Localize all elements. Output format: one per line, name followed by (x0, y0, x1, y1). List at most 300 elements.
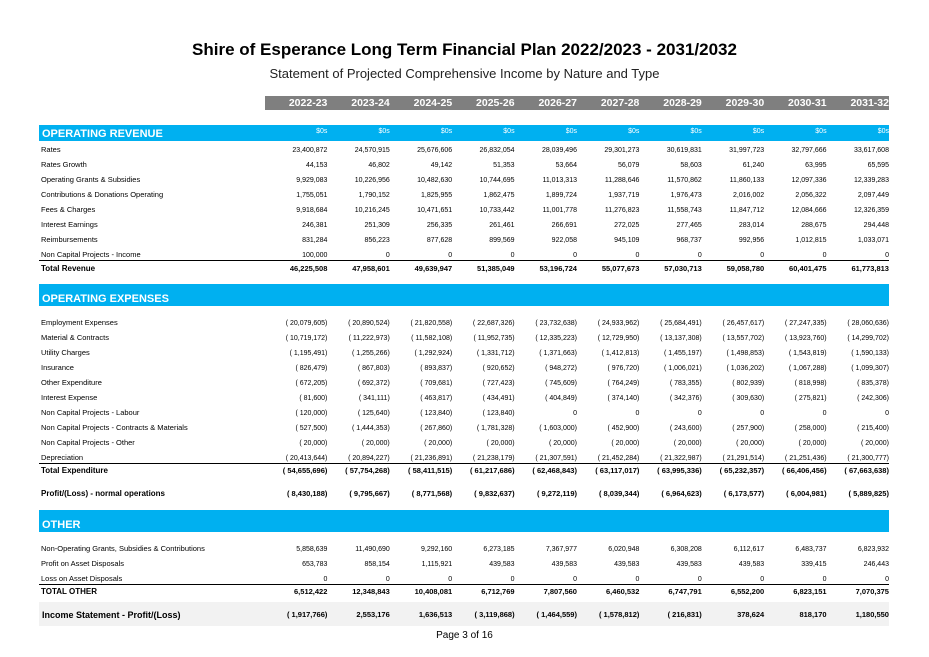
cell-value: ( 65,232,357) (719, 466, 765, 475)
cell-value: ( 672,205) (295, 380, 328, 387)
cell-value: 277,465 (676, 222, 702, 229)
row-label: Non Capital Projects - Contracts & Materials (41, 423, 188, 432)
cell-value: 30,619,831 (666, 147, 702, 154)
cell-value: ( 125,640) (357, 410, 390, 417)
row-label: TOTAL OTHER (41, 587, 97, 596)
cell-value: 1,825,955 (421, 192, 453, 199)
cell-value: ( 20,079,605) (285, 320, 328, 327)
operating-revenue-title: OPERATING REVENUE (42, 128, 163, 140)
cell-value: ( 20,894,227) (348, 455, 390, 462)
cell-value: ( 20,000) (361, 440, 390, 447)
cell-value: 922,058 (551, 237, 577, 244)
revenue-row (39, 201, 889, 215)
cell-value: ( 13,557,702) (722, 335, 765, 342)
cell-value: 439,583 (551, 561, 577, 568)
cell-value: ( 1,371,663) (539, 350, 577, 357)
expense-row (39, 344, 889, 358)
cell-value: ( 948,272) (545, 365, 577, 372)
cell-value: 61,773,813 (851, 264, 889, 273)
cell-value: 60,401,475 (789, 264, 827, 273)
cell-value: ( 21,236,891) (410, 455, 453, 462)
expense-row (39, 434, 889, 448)
cell-value: 0 (573, 410, 577, 417)
cell-value: ( 20,000) (299, 440, 328, 447)
cell-value: 294,448 (863, 222, 889, 229)
cell-value: ( 727,423) (482, 380, 515, 387)
cell-value: ( 242,306) (857, 395, 889, 402)
cell-value: 1,862,475 (483, 192, 515, 199)
row-label: Non Capital Projects - Income (41, 250, 141, 259)
cell-value: ( 434,491) (482, 395, 515, 402)
income-statement-row (39, 602, 889, 626)
cell-value: ( 463,817) (420, 395, 453, 402)
cell-value: 6,747,791 (668, 587, 702, 596)
row-label: Non-Operating Grants, Subsidies & Contributions (41, 544, 205, 553)
row-label: Insurance (41, 363, 74, 372)
cell-value: ( 216,831) (667, 610, 702, 619)
cell-value: 61,240 (742, 162, 765, 169)
cell-value: 899,569 (489, 237, 515, 244)
cell-value: ( 11,952,735) (473, 335, 515, 342)
year-header: 2024-25 (413, 97, 453, 109)
cell-value: 0 (573, 576, 577, 583)
cell-value: 10,733,442 (479, 207, 515, 214)
cell-value: ( 11,222,973) (348, 335, 390, 342)
cell-value: 0 (822, 576, 827, 583)
cell-value: 10,226,956 (354, 177, 390, 184)
cell-value: ( 22,687,326) (472, 320, 515, 327)
cell-value: 46,802 (368, 162, 390, 169)
cell-value: ( 20,000) (798, 440, 827, 447)
expense-row (39, 419, 889, 433)
cell-value: 100,000 (302, 252, 328, 259)
cell-value: ( 867,803) (357, 365, 390, 372)
cell-value: ( 6,964,623) (661, 489, 702, 498)
cell-value: 7,807,560 (543, 587, 577, 596)
year-header: 2027-28 (600, 97, 640, 109)
cell-value: ( 54,655,696) (282, 466, 328, 475)
cell-value: 47,958,601 (352, 264, 390, 273)
cell-value: 0 (822, 410, 827, 417)
expense-row (39, 329, 889, 343)
cell-value: 0 (323, 576, 328, 583)
cell-value: 44,153 (305, 162, 328, 169)
cell-value: ( 8,771,568) (411, 489, 453, 498)
cell-value: 2,056,322 (795, 192, 827, 199)
cell-value: ( 258,000) (794, 425, 827, 432)
cell-value: ( 123,840) (420, 410, 453, 417)
cell-value: 6,112,617 (733, 546, 765, 553)
cell-value: 7,367,977 (545, 546, 577, 553)
row-label: Loss on Asset Disposals (41, 574, 123, 583)
cell-value: ( 341,111) (358, 395, 390, 402)
cell-value: 1,976,473 (670, 192, 702, 199)
cell-value: 339,415 (801, 561, 827, 568)
cell-value: 1,755,051 (296, 192, 328, 199)
cell-value: ( 24,933,962) (597, 320, 640, 327)
row-label: Material & Contracts (41, 333, 109, 342)
cell-value: ( 62,468,843) (532, 466, 577, 475)
cell-value: 5,858,639 (296, 546, 328, 553)
cell-value: ( 67,663,638) (844, 466, 889, 475)
cell-value: ( 63,995,336) (657, 466, 702, 475)
cell-value: ( 20,000) (611, 440, 640, 447)
cell-value: ( 57,754,268) (345, 466, 390, 475)
cell-value: ( 893,837) (420, 365, 453, 372)
expense-row (39, 359, 889, 373)
cell-value: 0 (760, 410, 765, 417)
cell-value: ( 20,000) (736, 440, 765, 447)
cell-value: 1,636,513 (418, 610, 453, 619)
cell-value: 2,097,449 (857, 192, 889, 199)
page-footer: Page 3 of 16 (436, 630, 493, 641)
cell-value: 9,292,160 (421, 546, 453, 553)
cell-value: 6,460,532 (606, 587, 640, 596)
cell-value: ( 764,249) (607, 380, 640, 387)
cell-value: ( 826,479) (295, 365, 328, 372)
cell-value: 6,552,200 (730, 587, 765, 596)
year-header-bar (265, 96, 889, 110)
cell-value: 283,014 (738, 222, 765, 229)
total-expenditure-row (39, 462, 889, 476)
cell-value: 0 (573, 252, 577, 259)
cell-value: 1,115,921 (421, 561, 453, 568)
revenue-row (39, 171, 889, 185)
cell-value: 992,956 (738, 237, 765, 244)
profit-normal-operations-row (39, 485, 889, 499)
year-header: 2029-30 (725, 97, 765, 109)
unit-label: $0s (628, 128, 640, 135)
cell-value: 1,937,719 (608, 192, 640, 199)
cell-value: ( 10,719,172) (285, 335, 328, 342)
cell-value: 51,385,049 (477, 264, 515, 273)
unit-label: $0s (877, 128, 889, 135)
row-label: Profit/(Loss) - normal operations (41, 489, 166, 498)
cell-value: ( 21,322,987) (660, 455, 702, 462)
row-label: Non Capital Projects - Labour (41, 408, 140, 417)
cell-value: 272,025 (614, 222, 640, 229)
cell-value: ( 452,900) (607, 425, 640, 432)
page-title: Shire of Esperance Long Term Financial Plan 2022/2023 - 2031/2032 (192, 40, 737, 59)
cell-value: ( 13,923,760) (784, 335, 827, 342)
cell-value: 55,077,673 (601, 264, 640, 273)
cell-value: 46,225,508 (289, 264, 328, 273)
cell-value: 49,142 (430, 162, 453, 169)
cell-value: ( 28,060,636) (847, 320, 889, 327)
cell-value: ( 58,411,515) (407, 466, 453, 475)
row-label: Depreciation (41, 453, 84, 462)
cell-value: 0 (697, 410, 702, 417)
cell-value: ( 1,292,924) (414, 350, 453, 357)
cell-value: 0 (635, 410, 640, 417)
revenue-row (39, 141, 889, 155)
cell-value: ( 802,939) (732, 380, 765, 387)
expense-row (39, 374, 889, 388)
cell-value: ( 8,430,188) (286, 489, 328, 498)
year-header: 2031-32 (850, 97, 889, 109)
cell-value: 11,558,743 (667, 207, 702, 214)
cell-value: 6,020,948 (608, 546, 640, 553)
cell-value: 6,273,185 (483, 546, 515, 553)
cell-value: ( 21,300,777) (847, 455, 889, 462)
cell-value: ( 1,036,202) (726, 365, 765, 372)
cell-value: 0 (635, 252, 640, 259)
cell-value: ( 527,500) (295, 425, 328, 432)
cell-value: ( 27,247,335) (784, 320, 827, 327)
cell-value: ( 267,860) (420, 425, 453, 432)
cell-value: 6,308,208 (670, 546, 702, 553)
cell-value: 11,001,778 (542, 207, 577, 214)
cell-value: 23,400,872 (292, 147, 328, 154)
cell-value: ( 23,732,638) (535, 320, 577, 327)
cell-value: ( 66,406,456) (781, 466, 827, 475)
cell-value: ( 61,217,686) (469, 466, 515, 475)
cell-value: 439,583 (614, 561, 640, 568)
cell-value: 2,016,002 (733, 192, 765, 199)
cell-value: 968,737 (676, 237, 702, 244)
cell-value: 51,353 (493, 162, 515, 169)
cell-value: ( 9,832,637) (474, 489, 515, 498)
cell-value: ( 1,917,766) (286, 610, 328, 619)
cell-value: 12,348,843 (352, 587, 390, 596)
cell-value: ( 14,299,702) (847, 335, 889, 342)
cell-value: ( 1,444,353) (352, 425, 390, 432)
other-title: OTHER (42, 519, 81, 531)
cell-value: 10,408,081 (414, 587, 453, 596)
cell-value: 0 (885, 252, 889, 259)
cell-value: 1,012,815 (795, 237, 827, 244)
row-label: Rates (41, 145, 61, 154)
row-label: Operating Grants & Subsidies (41, 175, 141, 184)
row-label: Reimbursements (41, 235, 98, 244)
cell-value: ( 404,849) (545, 395, 577, 402)
cell-value: ( 20,000) (548, 440, 577, 447)
row-label: Non Capital Projects - Other (41, 438, 135, 447)
cell-value: ( 20,000) (673, 440, 702, 447)
row-label: Total Expenditure (41, 466, 108, 475)
cell-value: 0 (385, 576, 390, 583)
cell-value: ( 6,173,577) (723, 489, 765, 498)
revenue-row (39, 216, 889, 230)
unit-label: $0s (440, 128, 453, 135)
cell-value: 7,070,375 (855, 587, 889, 596)
cell-value: ( 1,412,813) (601, 350, 640, 357)
cell-value: ( 21,452,284) (597, 455, 640, 462)
cell-value: 26,832,054 (479, 147, 515, 154)
cell-value: ( 5,889,825) (848, 489, 889, 498)
cell-value: ( 21,820,558) (410, 320, 453, 327)
row-label: Profit on Asset Disposals (41, 559, 124, 568)
cell-value: ( 20,000) (860, 440, 889, 447)
cell-value: 53,196,724 (539, 264, 577, 273)
cell-value: 11,570,862 (667, 177, 702, 184)
cell-value: 858,154 (364, 561, 390, 568)
cell-value: 256,335 (426, 222, 453, 229)
cell-value: 56,079 (617, 162, 640, 169)
cell-value: ( 12,335,223) (535, 335, 577, 342)
unit-label: $0s (316, 128, 328, 135)
cell-value: 0 (635, 576, 640, 583)
cell-value: 49,639,947 (414, 264, 453, 273)
row-label: Fees & Charges (41, 205, 96, 214)
cell-value: ( 243,600) (669, 425, 702, 432)
cell-value: ( 1,590,133) (851, 350, 889, 357)
cell-value: 261,461 (489, 222, 515, 229)
cell-value: ( 1,781,328) (476, 425, 515, 432)
cell-value: 818,170 (799, 610, 827, 619)
unit-label: $0s (815, 128, 827, 135)
cell-value: ( 8,039,344) (598, 489, 640, 498)
cell-value: 288,675 (801, 222, 827, 229)
cell-value: 11,276,823 (604, 207, 640, 214)
cell-value: 11,013,313 (542, 177, 577, 184)
cell-value: 9,929,083 (296, 177, 328, 184)
cell-value: ( 13,137,308) (660, 335, 702, 342)
total-other-row (39, 583, 889, 597)
cell-value: ( 818,998) (794, 380, 827, 387)
cell-value: ( 21,291,514) (722, 455, 765, 462)
cell-value: 63,995 (805, 162, 827, 169)
cell-value: ( 1,006,021) (664, 365, 702, 372)
unit-label: $0s (752, 128, 765, 135)
cell-value: 653,783 (302, 561, 328, 568)
cell-value: ( 783,355) (669, 380, 702, 387)
cell-value: 58,603 (680, 162, 702, 169)
unit-label: $0s (503, 128, 515, 135)
cell-value: 11,288,646 (604, 177, 640, 184)
cell-value: 266,691 (551, 222, 577, 229)
cell-value: 53,664 (555, 162, 577, 169)
cell-value: 57,030,713 (664, 264, 702, 273)
cell-value: 0 (697, 252, 702, 259)
cell-value: ( 1,498,853) (726, 350, 765, 357)
row-label: Employment Expenses (41, 318, 118, 327)
cell-value: ( 1,464,559) (536, 610, 577, 619)
cell-value: ( 1,455,197) (664, 350, 702, 357)
cell-value: 0 (448, 576, 453, 583)
cell-value: 33,617,608 (853, 147, 889, 154)
cell-value: ( 309,630) (732, 395, 765, 402)
cell-value: ( 20,413,644) (285, 455, 328, 462)
cell-value: ( 11,582,108) (411, 335, 453, 342)
cell-value: 12,326,359 (853, 207, 889, 214)
cell-value: ( 709,681) (420, 380, 453, 387)
cell-value: 12,339,283 (853, 177, 889, 184)
revenue-row (39, 246, 889, 261)
cell-value: 0 (697, 576, 702, 583)
cell-value: 11,490,690 (355, 546, 390, 553)
cell-value: ( 1,331,712) (476, 350, 515, 357)
operating-expenses-title: OPERATING EXPENSES (42, 293, 169, 305)
row-label: Interest Expense (41, 393, 98, 402)
other-row (39, 555, 889, 569)
row-label: Utility Charges (41, 348, 90, 357)
row-label: Rates Growth (41, 160, 87, 169)
row-label: Total Revenue (41, 264, 96, 273)
other-band (39, 510, 889, 532)
cell-value: ( 20,000) (424, 440, 453, 447)
total-revenue-row (39, 260, 889, 274)
cell-value: ( 835,378) (857, 380, 889, 387)
cell-value: 2,553,176 (356, 610, 390, 619)
cell-value: 6,512,422 (294, 587, 328, 596)
cell-value: 0 (760, 576, 765, 583)
cell-value: 0 (822, 252, 827, 259)
cell-value: ( 25,684,491) (660, 320, 702, 327)
year-header: 2025-26 (476, 97, 515, 109)
operating-revenue-band (39, 125, 889, 141)
cell-value: ( 374,140) (607, 395, 640, 402)
cell-value: 856,223 (364, 237, 390, 244)
cell-value: ( 123,840) (482, 410, 515, 417)
cell-value: 9,918,684 (296, 207, 328, 214)
cell-value: 0 (885, 410, 889, 417)
cell-value: 6,712,769 (481, 587, 515, 596)
year-header: 2022-23 (288, 97, 328, 109)
cell-value: 0 (448, 252, 453, 259)
row-label: Contributions & Donations Operating (41, 190, 164, 199)
cell-value: 831,284 (302, 237, 328, 244)
cell-value: 32,797,666 (791, 147, 827, 154)
cell-value: 24,570,915 (354, 147, 390, 154)
cell-value: 0 (885, 576, 889, 583)
cell-value: 251,309 (364, 222, 390, 229)
cell-value: 439,583 (738, 561, 765, 568)
cell-value: 10,471,651 (417, 207, 453, 214)
cell-value: 1,899,724 (545, 192, 577, 199)
cell-value: 10,216,245 (354, 207, 390, 214)
cell-value: ( 1,195,491) (289, 350, 328, 357)
revenue-row (39, 231, 889, 245)
row-label: Other Expenditure (41, 378, 102, 387)
cell-value: 12,084,666 (791, 207, 827, 214)
cell-value: ( 12,729,950) (597, 335, 640, 342)
cell-value: 11,847,712 (729, 207, 765, 214)
cell-value: ( 21,238,179) (472, 455, 515, 462)
cell-value: ( 6,004,981) (786, 489, 827, 498)
cell-value: 6,823,932 (857, 546, 889, 553)
cell-value: ( 275,821) (794, 395, 827, 402)
cell-value: ( 1,578,812) (598, 610, 640, 619)
cell-value: 10,482,630 (417, 177, 453, 184)
cell-value: 31,997,723 (729, 147, 765, 154)
cell-value: ( 976,720) (607, 365, 640, 372)
cell-value: 246,381 (302, 222, 328, 229)
cell-value: 28,039,496 (541, 147, 577, 154)
cell-value: 439,583 (489, 561, 515, 568)
cell-value: 6,483,737 (795, 546, 827, 553)
cell-value: 439,583 (676, 561, 702, 568)
cell-value: ( 120,000) (295, 410, 328, 417)
cell-value: ( 20,890,524) (348, 320, 390, 327)
cell-value: 12,097,336 (791, 177, 827, 184)
cell-value: ( 26,457,617) (722, 320, 765, 327)
cell-value: 378,624 (737, 610, 765, 619)
year-header: 2023-24 (351, 97, 390, 109)
operating-expenses-band (39, 284, 889, 306)
cell-value: 246,443 (863, 561, 889, 568)
cell-value: 0 (385, 252, 390, 259)
expense-row (39, 314, 889, 328)
revenue-row (39, 186, 889, 200)
cell-value: ( 21,251,436) (784, 455, 827, 462)
unit-label: $0s (378, 128, 390, 135)
cell-value: ( 3,119,868) (474, 610, 515, 619)
year-header: 2028-29 (663, 97, 702, 109)
cell-value: ( 1,255,266) (352, 350, 390, 357)
cell-value: 0 (510, 576, 515, 583)
cell-value: 945,109 (614, 237, 640, 244)
